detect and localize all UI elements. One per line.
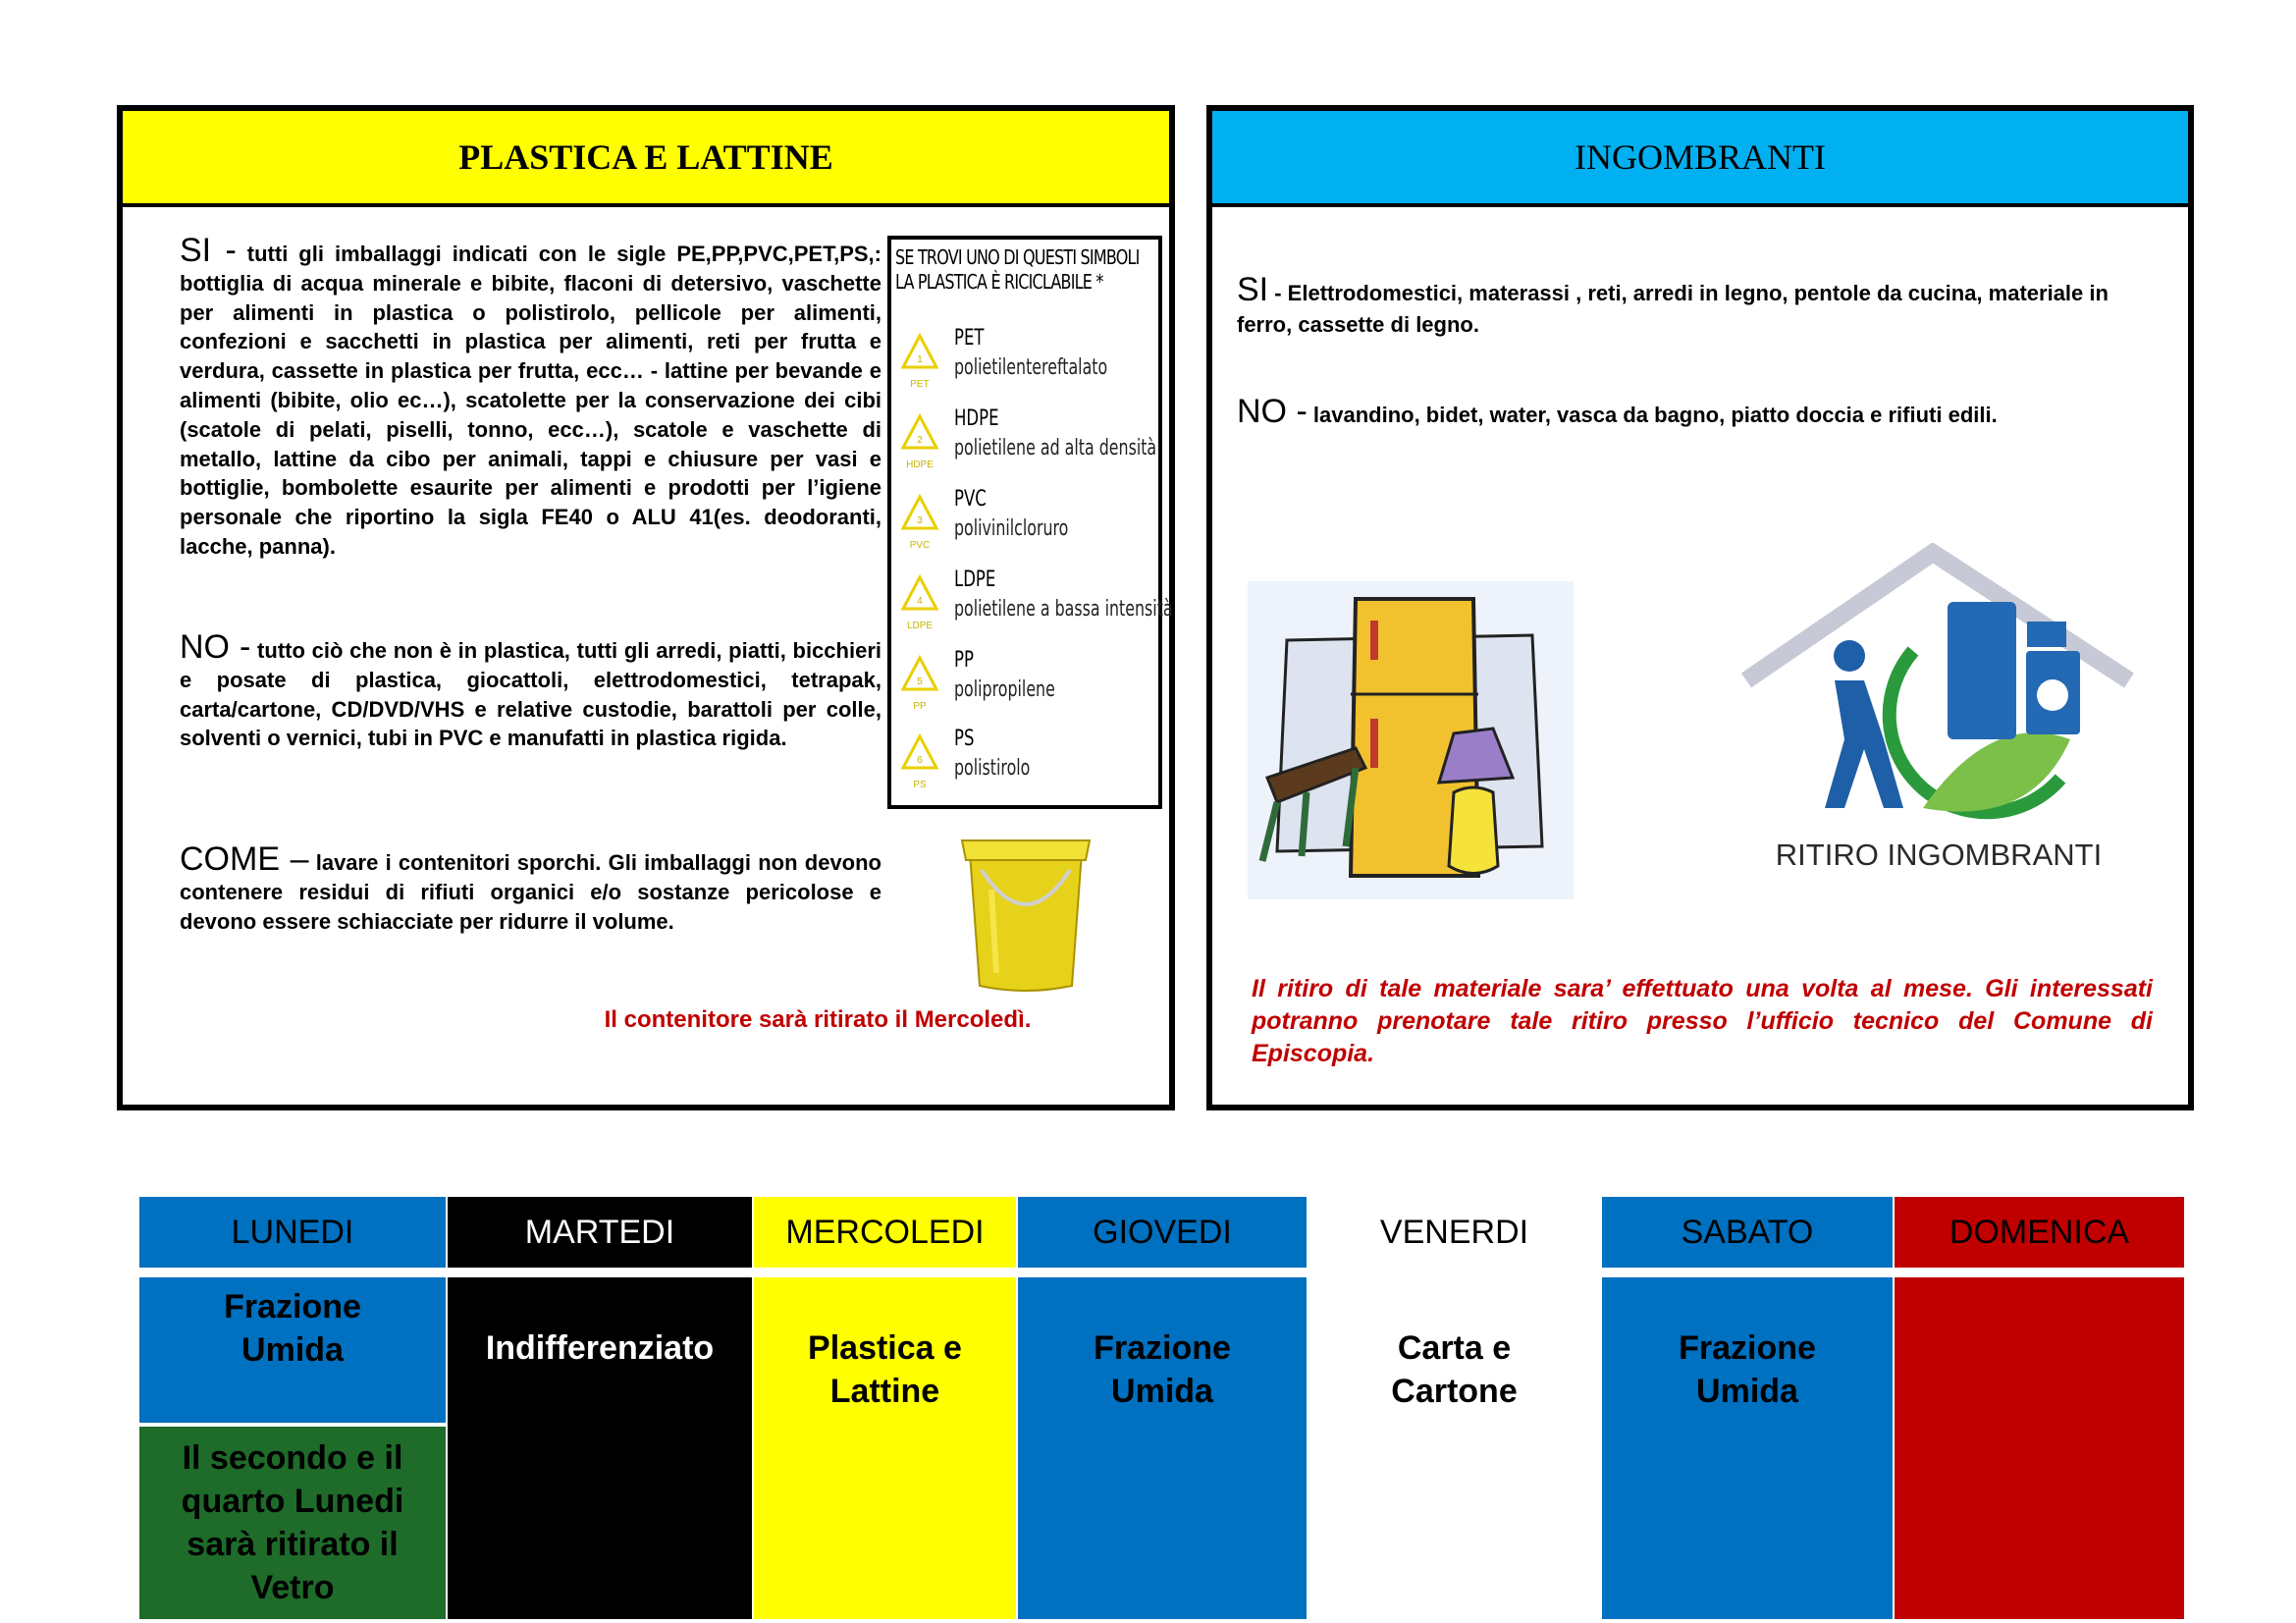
entry-text: Indifferenziato <box>485 1329 715 1367</box>
recycling-symbols-box <box>887 236 1173 809</box>
ritiro-ingombranti-logo <box>1736 543 2141 887</box>
day-header-lunedi <box>139 1197 446 1268</box>
recycle-triangle-icon <box>899 491 940 556</box>
day-name: MERCOLEDI <box>785 1213 985 1251</box>
entry-text: Plastica e Lattine <box>808 1329 962 1410</box>
plastica-no-lead: NO - <box>180 628 251 666</box>
ingombranti-no-paragraph <box>1237 393 2160 431</box>
ingombranti-si-paragraph <box>1237 271 2160 341</box>
entry-domenica <box>1895 1277 2184 1619</box>
symbol-row <box>899 727 1156 803</box>
entry-text: Frazione Umida <box>1094 1329 1231 1410</box>
plastica-si-lead: SI - <box>180 232 237 269</box>
svg-text:PVC: PVC <box>909 540 931 551</box>
svg-text:4: 4 <box>917 596 923 607</box>
plastica-no-paragraph <box>180 628 881 753</box>
svg-text:6: 6 <box>917 755 923 766</box>
symbol-code: PP <box>954 648 974 673</box>
ingombranti-panel <box>1206 105 2194 1110</box>
svg-text:PET: PET <box>910 379 930 390</box>
symbol-code: PET <box>954 326 985 351</box>
entry-mercoledi <box>754 1277 1016 1619</box>
entry-text: Carta e Cartone <box>1391 1329 1518 1410</box>
day-name: VENERDI <box>1379 1213 1529 1251</box>
symbol-row <box>899 326 1156 403</box>
plastica-no-text: tutto ciò che non è in plastica, tutti gli arredi, piatti, bicchieri e posate di plastica, giocattoli, elettrodomestici, tetrapak, carta/cartone, CD/DVD/VHS e relative custodie, barattoli per colle, solventi o vernici, tubi in PVC e manufatti in plastica rigida. <box>180 638 881 751</box>
day-name: MARTEDI <box>524 1213 675 1251</box>
svg-text:5: 5 <box>917 676 923 687</box>
entry-text: Frazione Umida <box>1679 1329 1816 1410</box>
symbol-code: LDPE <box>954 568 996 592</box>
ingombranti-collection-note: Il ritiro di tale materiale sara’ effettuato una volta al mese. Gli interessati potranno prenotare tale ritiro presso l’ufficio tecnico del Comune di Episcopia. <box>1252 975 2153 1067</box>
symbol-code: PS <box>954 727 975 751</box>
day-header-sabato <box>1602 1197 1893 1268</box>
recycle-triangle-icon <box>899 410 940 475</box>
ingombranti-header <box>1212 111 2188 207</box>
plastica-header <box>123 111 1169 207</box>
svg-text:PP: PP <box>913 701 927 712</box>
plastica-title: PLASTICA E LATTINE <box>458 137 833 177</box>
day-header-mercoledi <box>754 1197 1016 1268</box>
plastica-si-paragraph <box>180 232 881 562</box>
symbol-row <box>899 406 1156 483</box>
ingombranti-si-lead: SI <box>1237 271 1269 308</box>
plastica-come-text: lavare i contenitori sporchi. Gli imballaggi non devono contenere residui di rifiuti organici e/o sostanze pericolose e devono essere schiacciate per ridurre il volume. <box>180 850 881 934</box>
symbol-row <box>899 487 1156 564</box>
entry-lunedi-vetro <box>139 1427 446 1619</box>
day-name: SABATO <box>1681 1213 1814 1251</box>
symbol-row <box>899 648 1156 725</box>
yellow-bin-icon <box>952 831 1099 998</box>
recycle-triangle-icon <box>899 571 940 636</box>
entry-giovedi <box>1018 1277 1307 1619</box>
plastica-come-paragraph <box>180 840 881 936</box>
recycle-triangle-icon <box>899 730 940 795</box>
plastica-panel <box>117 105 1175 1110</box>
logo-text: RITIRO INGOMBRANTI <box>1775 838 2103 872</box>
day-header-martedi <box>448 1197 752 1268</box>
ingombranti-si-text: - Elettrodomestici, materassi , reti, arredi in legno, pentole da cucina, materiale in ferro, cassette di legno. <box>1237 281 2109 337</box>
svg-text:3: 3 <box>917 515 923 526</box>
recycle-triangle-icon <box>899 330 940 395</box>
symbol-name: polipropilene <box>954 677 1055 702</box>
entry-lunedi <box>139 1277 446 1423</box>
entry-martedi <box>448 1277 752 1619</box>
svg-text:1: 1 <box>917 354 923 365</box>
entry-text: Frazione Umida <box>224 1288 361 1369</box>
svg-text:PS: PS <box>913 780 927 790</box>
day-header-venerdi <box>1308 1197 1600 1268</box>
entry-text: Il secondo e il quarto Lunedi sarà ritirato il Vetro <box>181 1439 404 1606</box>
day-name: GIOVEDI <box>1093 1213 1232 1251</box>
plastica-si-text: tutti gli imballaggi indicati con le sigle PE,PP,PVC,PET,PS,: bottiglia di acqua minerale e bibite, flaconi di detersivo, vaschette per alimenti in plastica o polistirolo, pellicole per alimenti, confezioni e sacchetti in plastica per alimenti, reti per frutta e verdura, cassette in plastica per frutta, ecc… - lattine per bevande e alimenti (bibite, olio ec…), scatolette per la conservazione dei cibi (scatole di pelati, piselli, tonno, ecc…), scatole e vaschette di metallo, lattine da cibo per animali, tappi e chiusure per vasi e bottiglie, bombolette esaurite per alimenti e prodotti per l’igiene personale che riportino la sigla FE40 o ALU 41(es. deodoranti, lacche, panna). <box>180 242 881 559</box>
symbol-name: polistirolo <box>954 756 1031 781</box>
symbol-code: PVC <box>954 487 987 512</box>
symbol-name: polietilentereftalato <box>954 355 1108 380</box>
symbol-code: HDPE <box>954 406 999 431</box>
plastica-collection-note: Il contenitore sarà ritirato il Mercoledì. <box>604 1006 1032 1033</box>
day-header-domenica <box>1895 1197 2184 1268</box>
day-name: LUNEDI <box>231 1213 354 1251</box>
symbol-name: polietilene ad alta densità <box>954 436 1157 460</box>
symbol-name: polivinilcloruro <box>954 516 1069 541</box>
svg-text:LDPE: LDPE <box>906 621 934 631</box>
symbol-name: polietilene a bassa intensità <box>954 597 1173 622</box>
entry-venerdi <box>1308 1277 1600 1619</box>
day-name: DOMENICA <box>1949 1213 2130 1251</box>
entry-sabato <box>1602 1277 1893 1619</box>
day-header-giovedi <box>1018 1197 1307 1268</box>
ingombranti-title: INGOMBRANTI <box>1575 137 1826 177</box>
symbol-row <box>899 568 1173 644</box>
symbols-header: SE TROVI UNO DI QUESTI SIMBOLI LA PLASTICA È RICICLABILE * <box>895 245 1140 294</box>
ingombranti-no-lead: NO - <box>1237 393 1308 430</box>
recycle-triangle-icon <box>899 652 940 717</box>
svg-text:HDPE: HDPE <box>906 460 934 470</box>
svg-text:2: 2 <box>917 435 923 446</box>
ingombranti-no-text: lavandino, bidet, water, vasca da bagno, piatto doccia e rifiuti edili. <box>1307 403 1998 427</box>
plastica-come-lead: COME – <box>180 840 309 878</box>
bulky-furniture-illustration <box>1248 581 1574 899</box>
